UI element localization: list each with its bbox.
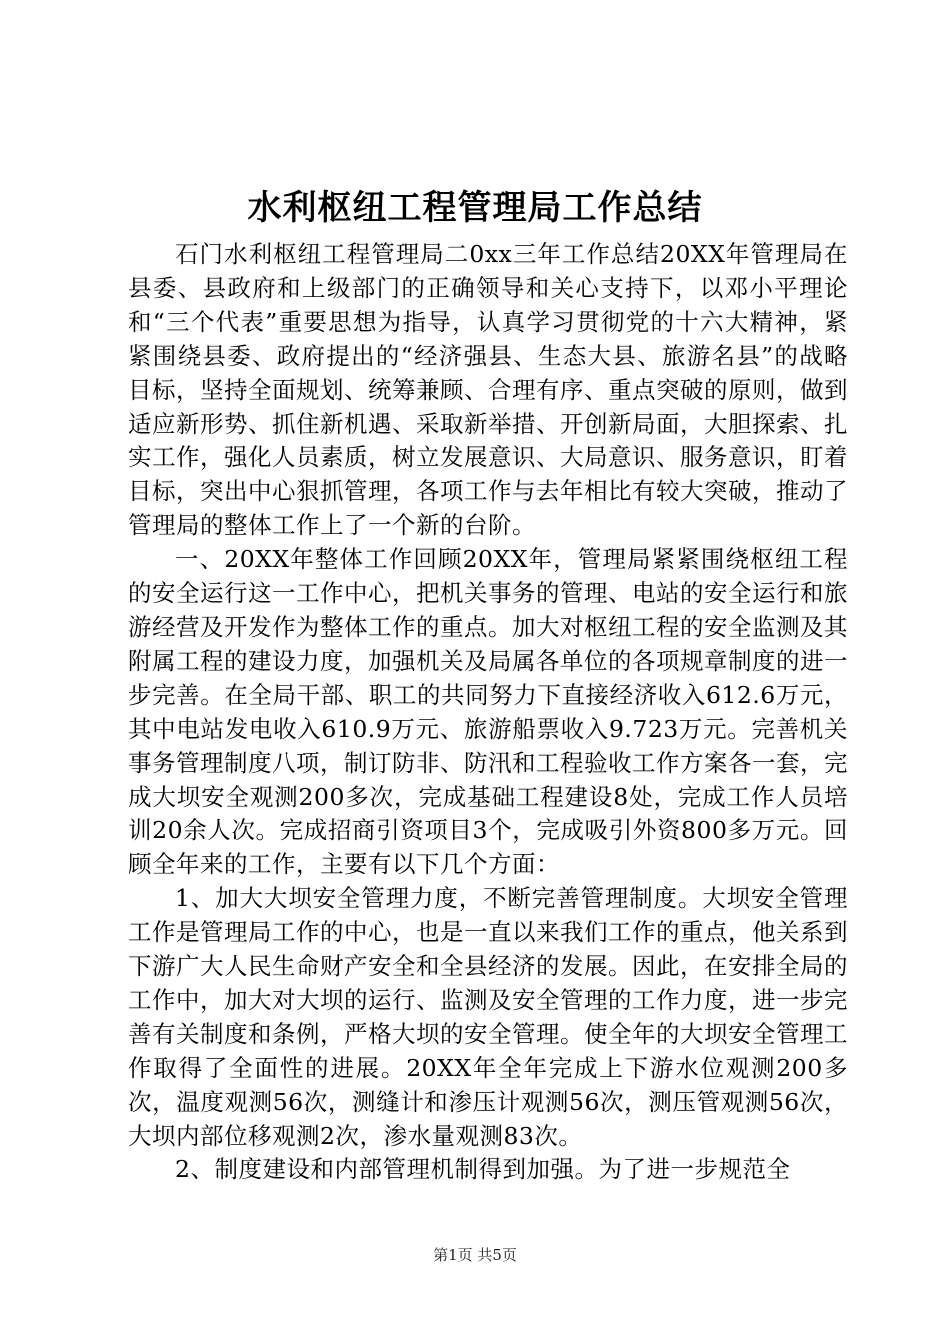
paragraph-item-2: 2、制度建设和内部管理机制得到加强。为了进一步规范全 (175, 1155, 791, 1184)
document-title: 水利枢纽工程管理局工作总结 (247, 188, 703, 228)
document-body (128, 238, 848, 1187)
page-number-footer: 第1页 共5页 (433, 1246, 517, 1264)
paragraph-section-1: 一、20XX年整体工作回顾20XX年，管理局紧紧围绕枢纽工程的安全运行这一工作中心，把机关事务的管理、电站的安全运行和旅游经营及开发作为整体工作的重点。加大对枢纽工程的安全监测及其附属工程的建设力度，加强机关及局属各单位的各项规章制度的进一步完善。在全局干部、职工的共同努力下直接经济收入612.6万元，其中电站发电收入610.9万元、旅游船票收入9.723万元。完善机关事务管理制度八项，制订防非、防汛和工程验收工作方案各一套，完成大坝安全观测200多次，完成基础工程建设8处，完成工作人员培训20余人次。完成招商引资项目3个，完成吸引外资800多万元。回顾全年来的工作，主要有以下几个方面： (128, 545, 848, 879)
paragraph-item-1: 1、加大大坝安全管理力度，不断完善管理制度。大坝安全管理工作是管理局工作的中心，也是一直以来我们工作的重点，他关系到下游广大人民生命财产安全和全县经济的发展。因此，在安排全局的工作中，加大对大坝的运行、监测及安全管理的工作力度，进一步完善有关制度和条例，严格大坝的安全管理。使全年的大坝安全管理工作取得了全面性的进展。20XX年全年完成上下游水位观测200多次，温度观测56次，测缝计和渗压计观测56次，测压管观测56次，大坝内部位移观测2次，渗水量观测83次。 (128, 884, 848, 1150)
paragraph-intro: 石门水利枢纽工程管理局二0xx三年工作总结20XX年管理局在县委、县政府和上级部门的正确领导和关心支持下，以邓小平理论和“三个代表”重要思想为指导，认真学习贯彻党的十六大精神，紧紧围绕县委、政府提出的“经济强县、生态大县、旅游名县”的战略目标，坚持全面规划、统筹兼顾、合理有序、重点突破的原则，做到适应新形势、抓住新机遇、采取新举措、开创新局面，大胆探索、扎实工作，强化人员素质，树立发展意识、大局意识、服务意识，盯着目标，突出中心狠抓管理，各项工作与去年相比有较大突破，推动了管理局的整体工作上了一个新的台阶。 (128, 240, 848, 540)
